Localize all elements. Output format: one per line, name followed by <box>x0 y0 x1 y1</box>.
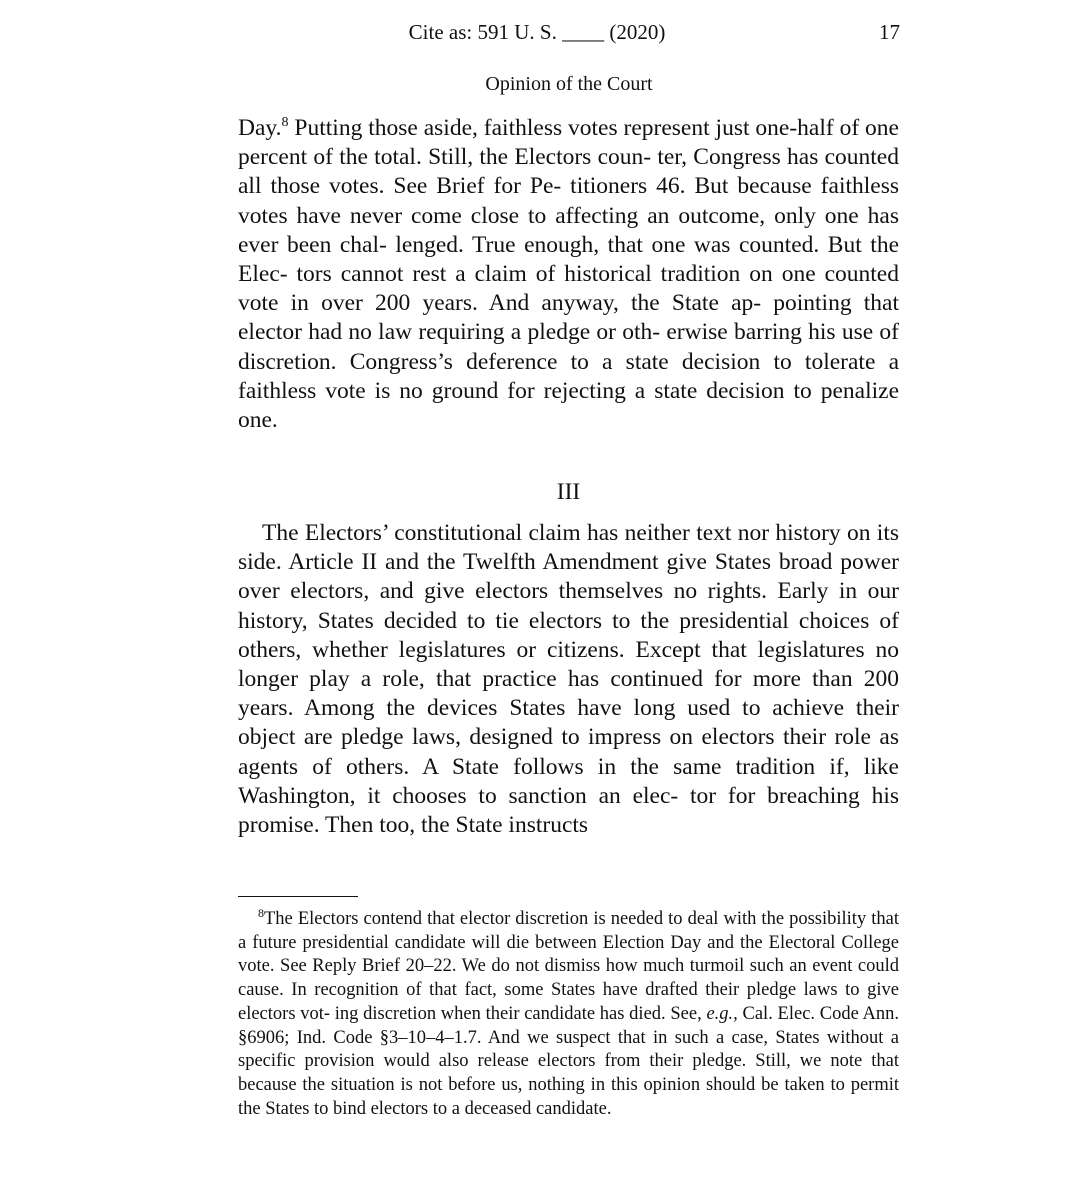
citation-header: Cite as: 591 U. S. ____ (2020) <box>408 20 666 44</box>
footnote-text-part-1: The Electors contend that elector discretion is needed to deal with the possibility that a future presidential candidate will die between Election Day and the Electoral College vote. See Reply Brief 20–22. We do not dismiss how much turmoil such an event could cause. In recognition of that fact, some States have drafted their pledge laws to give electors vot- ing discretion when their candidate has died. See, <box>238 909 899 1024</box>
paragraph-1-start: Day. <box>238 115 282 141</box>
page-number: 17 <box>879 20 900 44</box>
footnote-eg-italic: e.g., <box>706 1003 738 1024</box>
paragraph-1-text: Putting those aside, faithless votes represent just one-half of one percent of the total. Still, the Electors coun- ter, Congress has counted all those votes. See Brief for Pe- titioners 46. But because faithless votes have never come close to affecting an outcome, only one has ever been chal- lenged. True enough, that one was counted. But the Elec- tors cannot rest a claim of historical tradition on one counted vote in over 200 years. And anyway, the State ap- pointing that elector had no law requiring a pledge or oth- erwise barring his use of discretion. Congress’s deference to a state decision to tolerate a faithless vote is no ground for rejecting a state decision to penalize one. <box>238 115 899 434</box>
footnote-text-part-2: Cal. Elec. Code Ann. §6906; Ind. Code §3–10–4–1.7. And we suspect that in such a case, States without a specific provision would also release electors from their pledge. Still, we note that because the situation is not before us, nothing in this opinion should be taken to permit the States to bind electors to a deceased candidate. <box>238 1003 899 1119</box>
body-paragraph-2: The Electors’ constitutional claim has neither text nor history on its side. Article II and the Twelfth Amendment give States broad power over electors, and give electors themselves no rights. Early in our history, States decided to tie electors to the presidential choices of others, whether legislatures or citizens. Except that legislatures no longer play a role, that practice has continued for more than 200 years. Among the devices States have long used to achieve their object are pledge laws, designed to impress on electors their role as agents of others. A State follows in the same tradition if, like Washington, it chooses to sanction an elec- tor for breaching his promise. Then too, the State instructs <box>238 520 899 839</box>
footnote-divider <box>238 896 358 897</box>
footnote-reference-marker: 8 <box>281 115 289 130</box>
footnote-marker: 8 <box>258 906 264 920</box>
footnote-8 <box>238 908 899 1121</box>
section-heading: III <box>556 479 581 505</box>
running-head: Opinion of the Court <box>485 73 653 95</box>
body-paragraph-1 <box>238 114 899 435</box>
